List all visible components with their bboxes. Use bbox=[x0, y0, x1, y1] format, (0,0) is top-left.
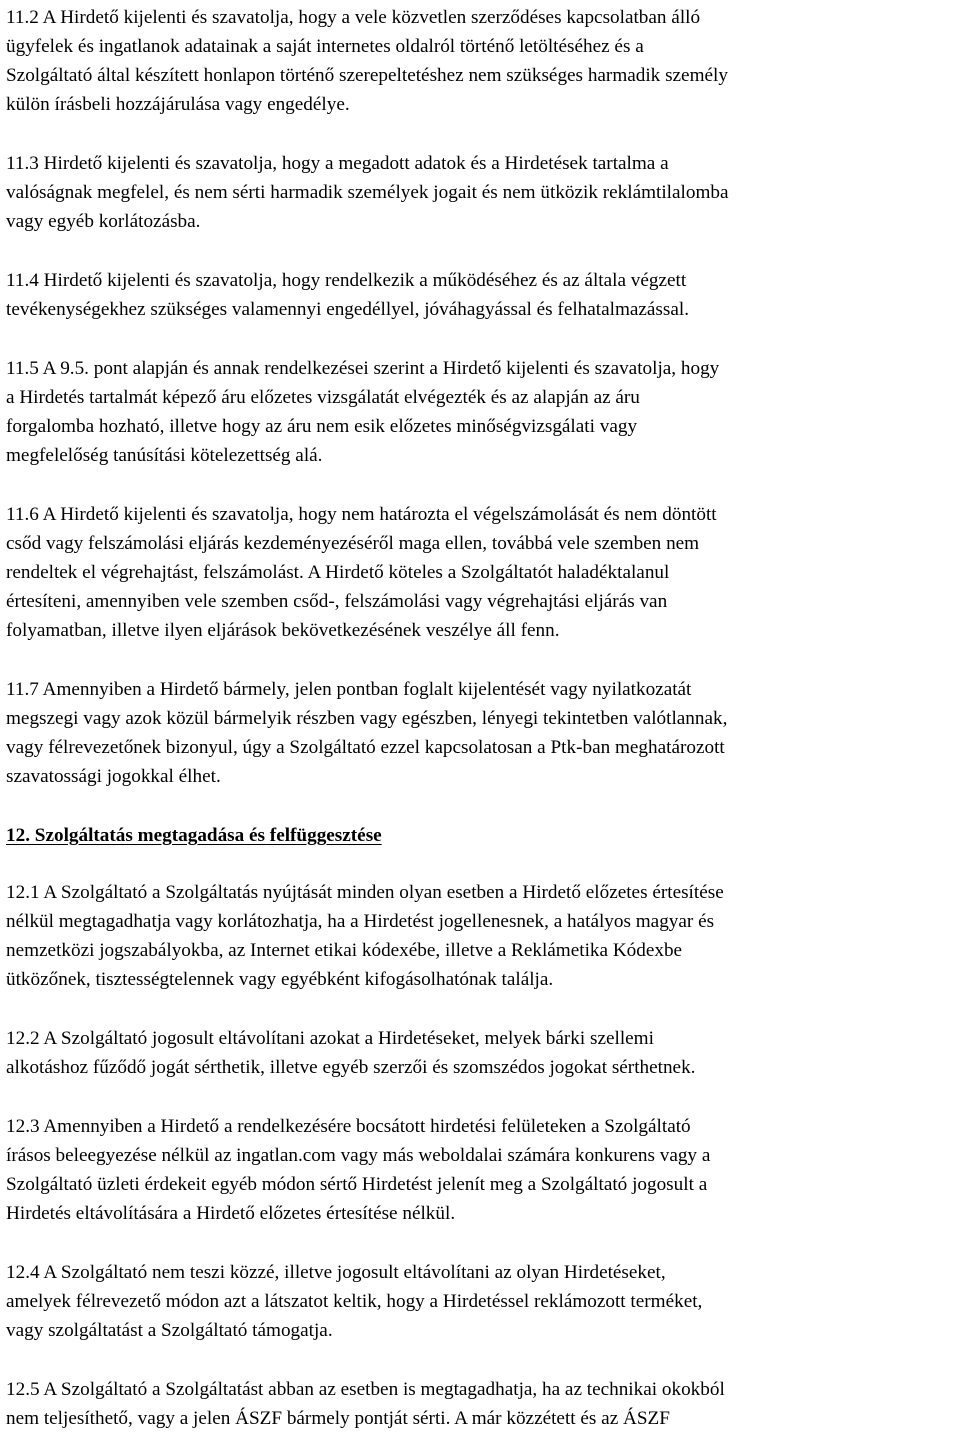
paragraph-line: nem teljesíthető, vagy a jelen ÁSZF bármely pontját sérti. A már közzétett és az ÁSZF bbox=[6, 1408, 670, 1429]
paragraph-line: 12.3 Amennyiben a Hirdető a rendelkezésére bocsátott hirdetési felületeken a Szolgáltató bbox=[6, 1116, 691, 1137]
paragraph-line: csőd vagy felszámolási eljárás kezdeményezéséről maga ellen, továbbá vele szemben nem bbox=[6, 533, 700, 554]
paragraph-line: a Hirdetés tartalmát képező áru előzetes vizsgálatát elvégezték és az alapján az áru bbox=[6, 387, 640, 408]
paragraph-line: 12.5 A Szolgáltató a Szolgáltatást abban az esetben is megtagadhatja, ha az technikai okokból bbox=[6, 1379, 725, 1400]
paragraph-line: 11.7 Amennyiben a Hirdető bármely, jelen pontban foglalt kijelentését vagy nyilatkozatát bbox=[6, 679, 692, 700]
section-heading-text: 12. Szolgáltatás megtagadása és felfüggesztése bbox=[6, 825, 382, 846]
paragraph-line: tevékenységekhez szükséges valamennyi engedéllyel, jóváhagyással és felhatalmazással. bbox=[6, 299, 690, 320]
paragraph-line: forgalomba hozható, illetve hogy az áru nem esik előzetes minőségvizsgálati vagy bbox=[6, 416, 638, 437]
paragraph-line: 12.4 A Szolgáltató nem teszi közzé, illetve jogosult eltávolítani az olyan Hirdetéseket, bbox=[6, 1262, 666, 1283]
paragraph-line: Szolgáltató által készített honlapon történő szerepeltetéshez nem szükséges harmadik személy bbox=[6, 65, 728, 86]
paragraph-line: vagy egyéb korlátozásba. bbox=[6, 211, 201, 232]
paragraph-line: vagy félrevezetőnek bizonyul, úgy a Szolgáltató ezzel kapcsolatosan a Ptk-ban meghatározott bbox=[6, 737, 725, 758]
paragraph-line: 11.4 Hirdető kijelenti és szavatolja, hogy rendelkezik a működéséhez és az általa végzett bbox=[6, 270, 687, 291]
paragraph-line: valóságnak megfelel, és nem sérti harmadik személyek jogait és nem ütközik reklámtilalomba bbox=[6, 182, 729, 203]
paragraph-line: külön írásbeli hozzájárulása vagy engedélye. bbox=[6, 94, 350, 115]
paragraph-line: ügyfelek és ingatlanok adatainak a saját internetes oldalról történő letöltéséhez és a bbox=[6, 36, 644, 57]
paragraph-line: 11.2 A Hirdető kijelenti és szavatolja, hogy a vele közvetlen szerződéses kapcsolatban álló bbox=[6, 7, 701, 28]
paragraph-line: nélkül megtagadhatja vagy korlátozhatja, ha a Hirdetést jogellenesnek, a hatályos magyar és bbox=[6, 911, 715, 932]
paragraph-line: írásos beleegyezése nélkül az ingatlan.com vagy más weboldalai számára konkurens vagy a bbox=[6, 1145, 711, 1166]
paragraph-line: megszegi vagy azok közül bármelyik részben vagy egészben, lényegi tekintetben valótlannak, bbox=[6, 708, 728, 729]
paragraph-line: 11.3 Hirdető kijelenti és szavatolja, hogy a megadott adatok és a Hirdetések tartalma a bbox=[6, 153, 669, 174]
paragraph-line: megfelelőség tanúsítási kötelezettség alá. bbox=[6, 445, 323, 466]
paragraph-line: 11.5 A 9.5. pont alapján és annak rendelkezései szerint a Hirdető kijelenti és szavatolja, hogy bbox=[6, 358, 720, 379]
paragraph-line: rendeltek el végrehajtást, felszámolást. A Hirdető köteles a Szolgáltatót haladéktalanul bbox=[6, 562, 670, 583]
paragraph-line: 11.6 A Hirdető kijelenti és szavatolja, hogy nem határozta el végelszámolását és nem döntött bbox=[6, 504, 717, 525]
paragraph-line: értesíteni, amennyiben vele szemben csőd-, felszámolási vagy végrehajtási eljárás van bbox=[6, 591, 668, 612]
paragraph-line: alkotáshoz fűződő jogát sérthetik, illetve egyéb szerzői és szomszédos jogokat sérthetnek. bbox=[6, 1057, 696, 1078]
paragraph-line: vagy szolgáltatást a Szolgáltató támogatja. bbox=[6, 1320, 333, 1341]
paragraph-line: Hirdetés eltávolítására a Hirdető előzetes értesítése nélkül. bbox=[6, 1203, 456, 1224]
paragraph-line: nemzetközi jogszabályokba, az Internet etikai kódexébe, illetve a Reklámetika Kódexbe bbox=[6, 940, 683, 961]
paragraph-line: szavatossági jogokkal élhet. bbox=[6, 766, 221, 787]
paragraph-line: 12.1 A Szolgáltató a Szolgáltatás nyújtását minden olyan esetben a Hirdető előzetes értesítése bbox=[6, 882, 724, 903]
paragraph-line: ütközőnek, tisztességtelennek vagy egyébként kifogásolhatónak találja. bbox=[6, 969, 554, 990]
paragraph-line: Szolgáltató üzleti érdekeit egyéb módon sértő Hirdetést jelenít meg a Szolgáltató jogosult a bbox=[6, 1174, 708, 1195]
paragraph-line: 12.2 A Szolgáltató jogosult eltávolítani azokat a Hirdetéseket, melyek bárki szellemi bbox=[6, 1028, 654, 1049]
paragraph-line: amelyek félrevezető módon azt a látszatot keltik, hogy a Hirdetéssel reklámozott terméket, bbox=[6, 1291, 703, 1312]
paragraph-line: folyamatban, illetve ilyen eljárások bekövetkezésének veszélye áll fenn. bbox=[6, 620, 560, 641]
